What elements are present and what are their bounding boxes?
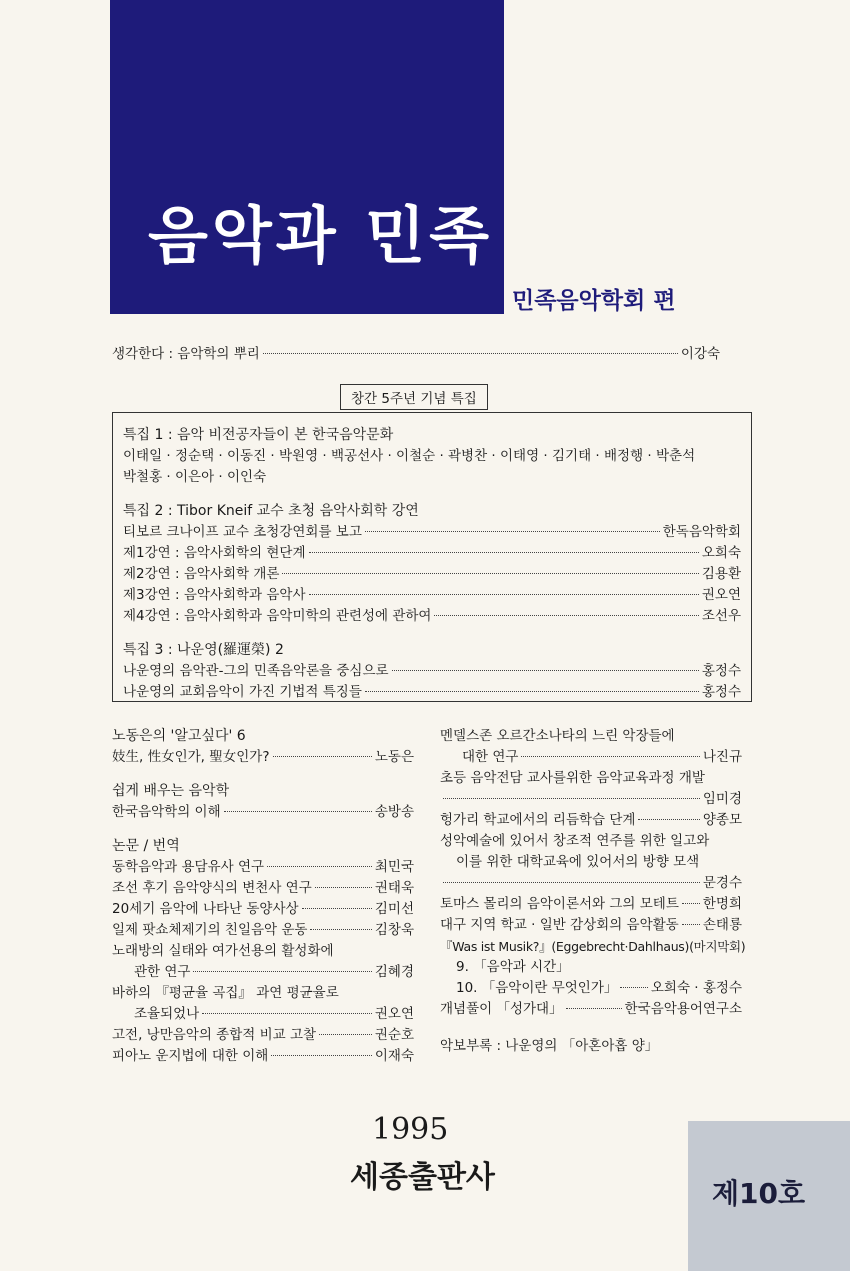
entry-author: 권오연 (701, 587, 741, 603)
entry-author: 오희숙 (701, 545, 741, 561)
entry-author: 송방송 (374, 804, 414, 820)
entry-author: 김혜경 (374, 964, 414, 980)
intro-author: 이강숙 (680, 346, 720, 362)
leader-dots (566, 1008, 622, 1009)
leader-dots (273, 756, 372, 757)
special-feature-box (112, 412, 752, 702)
entry-title: 조선 후기 음악양식의 변천사 연구 (112, 880, 312, 896)
entry-title: 피아노 운지법에 대한 이해 (112, 1048, 269, 1064)
entry-title: 제1강연 : 음악사회학의 현단계 (123, 545, 306, 561)
toc-entry (112, 878, 414, 899)
toc-entry (123, 543, 741, 564)
toc-entry (440, 810, 742, 831)
score-appendix: 악보부록 : 나운영의 「아혼아홉 양」 (440, 1038, 659, 1054)
entry-title: 대구 지역 학교 · 일반 감상회의 음악활동 (440, 917, 679, 933)
entry-author: 오희숙 · 홍정수 (650, 980, 742, 996)
leader-dots (443, 798, 700, 799)
leader-dots (267, 866, 372, 867)
issue-number: 제10호 (712, 1177, 806, 1210)
section-heading: 논문 / 번역 (112, 838, 180, 854)
left-column (112, 726, 414, 1067)
entry-author: 최민국 (374, 859, 414, 875)
entry-author: 한국음악용어연구소 (624, 1001, 742, 1017)
leader-dots (202, 1013, 372, 1014)
toc-entry (123, 606, 741, 627)
leader-dots (521, 756, 699, 757)
special-2-heading: 특집 2 : Tibor Kneif 교수 초청 음악사회학 강연 (123, 503, 419, 519)
intro-entry (112, 344, 720, 365)
toc-entry (112, 1046, 414, 1067)
toc-entry (440, 873, 742, 894)
leader-dots (682, 924, 700, 925)
entry-author: 권오연 (374, 1006, 414, 1022)
section-heading: 노동은의 '알고싶다' 6 (112, 728, 246, 744)
toc-entry (112, 802, 414, 823)
entry-title: 『Was ist Musik?』(Eggebrecht·Dahlhaus)(마지막회) (440, 939, 746, 954)
entry-title: 제3강연 : 음악사회학과 음악사 (123, 587, 306, 603)
entry-author: 권태욱 (374, 880, 414, 896)
leader-dots (319, 1034, 372, 1035)
entry-title: 조율되었나 (134, 1006, 200, 1022)
leader-dots (365, 531, 660, 532)
toc-entry (123, 522, 741, 543)
entry-title: 이를 위한 대학교육에 있어서의 방향 모색 (456, 854, 700, 870)
leader-dots (282, 573, 698, 574)
intro-title: 생각한다 : 음악학의 뿌리 (112, 346, 260, 362)
leader-dots (365, 691, 699, 692)
toc-entry (123, 661, 741, 682)
toc-entry (440, 978, 742, 999)
entry-author: 김창욱 (374, 922, 414, 938)
toc-entry (112, 920, 414, 941)
leader-dots (315, 887, 372, 888)
special-1-names: 이태일 · 정순택 · 이동진 · 박원영 · 백공선사 · 이철순 · 곽병찬 · 이태영 · 김기태 · 배정행 · 박춘석 (123, 448, 696, 464)
entry-title: 동학음악과 용담유사 연구 (112, 859, 265, 875)
leader-dots (309, 594, 699, 595)
entry-author: 홍정수 (701, 684, 741, 700)
entry-title: 20세기 음악에 나타난 동양사상 (112, 901, 299, 917)
toc-entry (440, 915, 742, 936)
leader-dots (224, 811, 372, 812)
entry-title: 제2강연 : 음악사회학 개론 (123, 566, 280, 582)
entry-author: 나진규 (702, 749, 742, 765)
entry-title: 초등 음악전담 교사를위한 음악교육과정 개발 (440, 770, 705, 786)
publication-year: 1995 (372, 1112, 449, 1147)
toc-entry (123, 564, 741, 585)
entry-author: 홍정수 (701, 663, 741, 679)
anniversary-badge: 창간 5주년 기념 특집 (340, 384, 488, 410)
entry-author: 양종모 (702, 812, 742, 828)
entry-title: 9. 「음악과 시간」 (456, 959, 570, 975)
entry-author: 조선우 (701, 608, 741, 624)
entry-title: 성악예술에 있어서 창조적 연주를 위한 일고와 (440, 833, 710, 849)
entry-author: 손태룡 (702, 917, 742, 933)
leader-dots (682, 903, 700, 904)
entry-title: 멘델스존 오르간소나타의 느린 악장들에 (440, 728, 675, 744)
entry-author: 한독음악학회 (662, 524, 741, 540)
toc-entry (112, 857, 414, 878)
right-column (440, 726, 746, 1020)
entry-title: 나운영의 음악관-그의 민족음악론을 중심으로 (123, 663, 389, 679)
special-1-heading: 특집 1 : 음악 비전공자들이 본 한국음악문화 (123, 427, 394, 443)
leader-dots (271, 1055, 372, 1056)
entry-author: 권순호 (374, 1027, 414, 1043)
toc-entry (123, 585, 741, 606)
toc-entry (112, 747, 414, 768)
leader-dots (309, 552, 699, 553)
entry-author: 이재숙 (374, 1048, 414, 1064)
entry-title: 고전, 낭만음악의 종합적 비교 고찰 (112, 1027, 317, 1043)
leader-dots (392, 670, 699, 671)
entry-title: 노래방의 실태와 여가선용의 활성화에 (112, 943, 334, 959)
leader-dots (620, 987, 647, 988)
toc-entry (440, 999, 742, 1020)
entry-title: 대한 연구 (462, 749, 519, 765)
toc-entry (123, 682, 741, 703)
entry-author: 임미경 (702, 791, 742, 807)
leader-dots (434, 615, 698, 616)
entry-title: 일제 팟쇼체제기의 친일음악 운동 (112, 922, 308, 938)
publisher-name: 세종출판사 (350, 1160, 495, 1195)
leader-dots (302, 908, 372, 909)
entry-author: 노동은 (374, 749, 414, 765)
entry-title: 나운영의 교회음악이 가진 기법적 특징들 (123, 684, 362, 700)
entry-title: 妓生, 性女인가, 聖女인가? (112, 749, 270, 765)
main-title: 음악과 민족 (148, 199, 494, 272)
toc-entry (112, 1025, 414, 1046)
special-1-names: 박철홍 · 이은아 · 이인숙 (123, 469, 267, 485)
leader-dots (263, 353, 678, 354)
entry-title: 한국음악학의 이해 (112, 804, 221, 820)
toc-entry (112, 899, 414, 920)
entry-author: 문경수 (702, 875, 742, 891)
entry-title: 제4강연 : 음악사회학과 음악미학의 관련성에 관하여 (123, 608, 432, 624)
entry-author: 한명희 (702, 896, 742, 912)
entry-author: 김용환 (701, 566, 741, 582)
toc-entry (440, 747, 742, 768)
entry-title: 바하의 『평균율 곡집』 과연 평균율로 (112, 985, 339, 1001)
leader-dots (310, 929, 371, 930)
entry-author: 김미선 (374, 901, 414, 917)
leader-dots (638, 819, 699, 820)
leader-dots (443, 882, 700, 883)
entry-title: 개념풀이 「성가대」 (440, 1001, 563, 1017)
entry-title: 10. 「음악이란 무엇인가」 (456, 980, 618, 996)
entry-title: 관한 연구 (134, 964, 191, 980)
leader-dots (193, 971, 371, 972)
toc-entry (112, 962, 414, 983)
entry-title: 티보르 크나이프 교수 초청강연회를 보고 (123, 524, 362, 540)
toc-entry (440, 894, 742, 915)
toc-entry (112, 1004, 414, 1025)
entry-title: 헝가리 학교에서의 리듬학습 단계 (440, 812, 636, 828)
toc-entry (440, 789, 742, 810)
special-3-heading: 특집 3 : 나운영(羅運榮) 2 (123, 642, 284, 658)
entry-title: 토마스 몰리의 음악이론서와 그의 모테트 (440, 896, 679, 912)
section-heading: 쉽게 배우는 음악학 (112, 783, 230, 799)
editor-credit: 민족음악학회 편 (512, 288, 676, 314)
